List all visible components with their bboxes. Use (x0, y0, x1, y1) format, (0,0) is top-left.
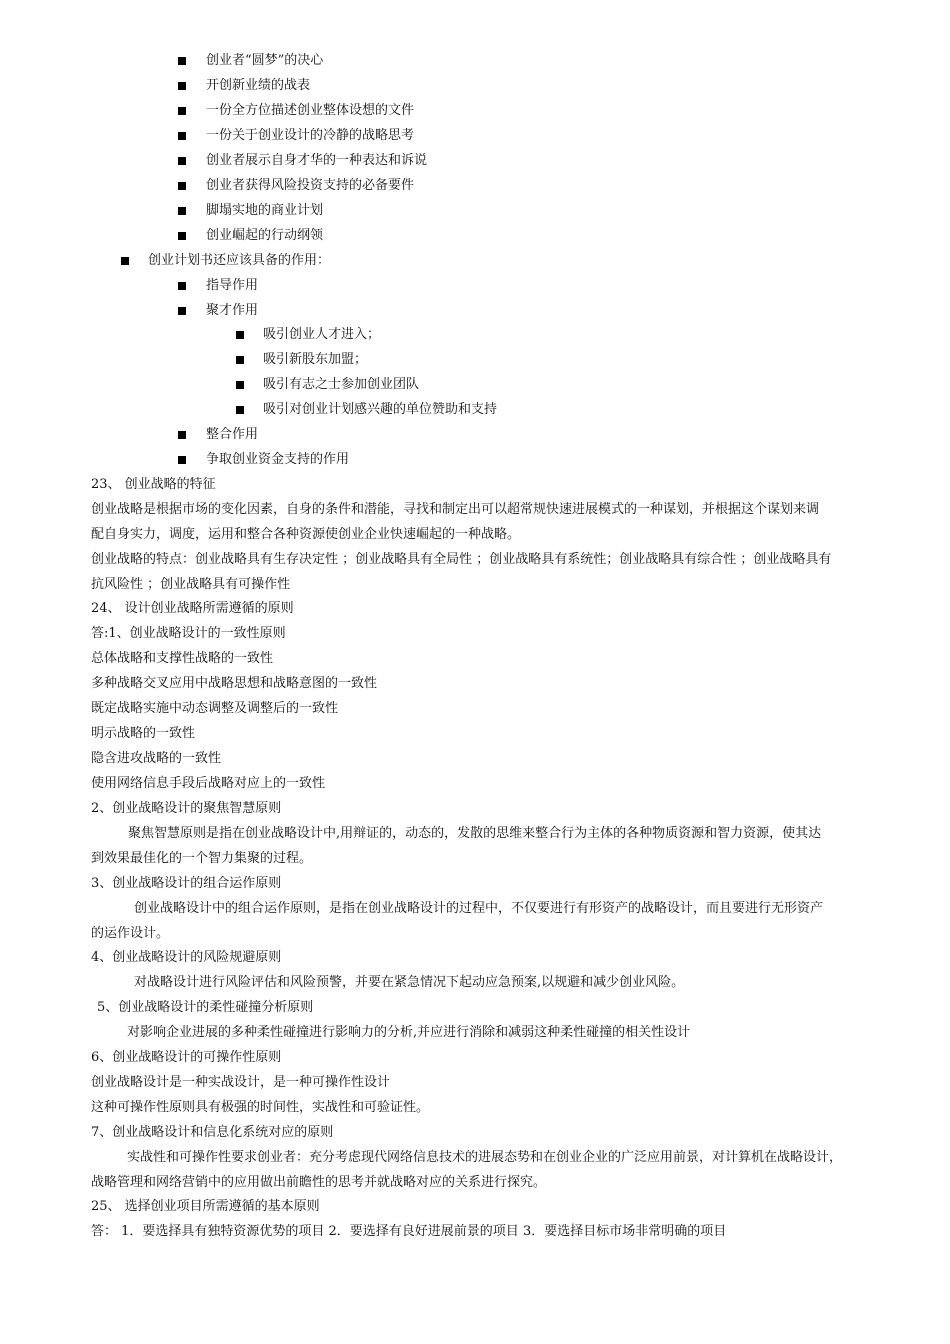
sub-heading: 5、创业战略设计的柔性碰撞分析原则 (97, 1000, 314, 1015)
list-item: 吸引对创业计划感兴趣的单位赞助和支持 (263, 402, 498, 417)
paragraph-line: 创业战略是根据市场的变化因素，自身的条件和潜能，寻找和制定出可以超常规快速进展模式的一种谋划，并根据这个谋划来调 (91, 502, 820, 517)
list-item: 一份关于创业设计的冷静的战略思考 (206, 128, 415, 143)
paragraph-line: 对战略设计进行风险评估和风险预警，并要在紧急情况下起动应急预案,以规避和减少创业风险。 (134, 975, 685, 990)
paragraph-line: 抗风险性 ；创业战略具有可操作性 (91, 577, 291, 592)
list-item: 整合作用 (206, 427, 259, 442)
paragraph-line: 这种可操作性原则具有极强的时间性，实战性和可验证性。 (91, 1100, 430, 1115)
bullet-square-icon (236, 331, 244, 339)
sub-heading: 2、创业战略设计的聚焦智慧原则 (91, 801, 282, 816)
bullet-square-icon (178, 456, 186, 464)
paragraph-line: 答： 1．要选择具有独特资源优势的项目 2．要选择有良好进展前景的项目 3．要选择目标市场非常明确的项目 (91, 1224, 727, 1239)
paragraph-line: 创业战略的特点：创业战略具有生存决定性 ；创业战略具有全局性 ；创业战略具有系统性；创业战略具有综合性 ；创业战略具有 (91, 552, 832, 567)
bullet-square-icon (178, 57, 186, 65)
sub-heading: 4、创业战略设计的风险规避原则 (91, 950, 282, 965)
paragraph-line: 战略管理和网络营销中的应用做出前瞻性的思考并就战略对应的关系进行探究。 (91, 1175, 547, 1190)
paragraph-line: 答:1、创业战略设计的一致性原则 (91, 626, 286, 641)
paragraph-line: 实战性和可操作性要求创业者：充分考虑现代网络信息技术的进展态势和在创业企业的广泛应用前景，对计算机在战略设计， (127, 1150, 843, 1165)
paragraph-line: 总体战略和支撑性战略的一致性 (91, 651, 274, 666)
paragraph-line: 使用网络信息手段后战略对应上的一致性 (91, 776, 326, 791)
paragraph-line: 到效果最佳化的一个智力集聚的过程。 (91, 851, 313, 866)
paragraph-line: 配自身实力，调度，运用和整合各种资源使创业企业快速崛起的一种战略。 (91, 527, 521, 542)
paragraph-line: 明示战略的一致性 (91, 726, 196, 741)
bullet-square-icon (178, 207, 186, 215)
list-item: 脚塌实地的商业计划 (206, 203, 324, 218)
bullet-square-icon (236, 381, 244, 389)
list-item: 创业者展示自身才华的一种表达和诉说 (206, 153, 428, 168)
sub-heading: 6、创业战略设计的可操作性原则 (91, 1050, 282, 1065)
section-heading: 23、 创业战略的特征 (91, 477, 216, 492)
paragraph-line: 的运作设计。 (91, 926, 170, 941)
paragraph-line: 隐含进攻战略的一致性 (91, 751, 222, 766)
bullet-square-icon (178, 157, 186, 165)
bullet-square-icon (178, 282, 186, 290)
list-item: 吸引有志之士参加创业团队 (263, 377, 420, 392)
list-item: 吸引创业人才进入； (263, 327, 381, 342)
sub-heading: 7、创业战略设计和信息化系统对应的原则 (91, 1125, 334, 1140)
bullet-square-icon (236, 356, 244, 364)
bullet-square-icon (178, 82, 186, 90)
list-item: 创业者“圆梦”的决心 (206, 53, 324, 68)
paragraph-line: 多种战略交叉应用中战略思想和战略意图的一致性 (91, 676, 378, 691)
sub-heading: 3、创业战略设计的组合运作原则 (91, 876, 282, 891)
paragraph-line: 创业战略设计中的组合运作原则，是指在创业战略设计的过程中，不仅要进行有形资产的战略设计，而且要进行无形资产 (134, 901, 824, 916)
list-item: 创业崛起的行动纲领 (206, 228, 324, 243)
list-item: 聚才作用 (206, 303, 259, 318)
list-item: 创业计划书还应该具备的作用： (148, 253, 331, 268)
paragraph-line: 既定战略实施中动态调整及调整后的一致性 (91, 701, 339, 716)
bullet-square-icon (178, 307, 186, 315)
bullet-square-icon (178, 107, 186, 115)
list-item: 开创新业绩的战表 (206, 78, 311, 93)
bullet-square-icon (121, 257, 129, 265)
list-item: 创业者获得风险投资支持的必备要件 (206, 178, 415, 193)
list-item: 指导作用 (206, 278, 259, 293)
list-item: 吸引新股东加盟； (263, 352, 368, 367)
bullet-square-icon (178, 232, 186, 240)
bullet-square-icon (236, 406, 244, 414)
bullet-square-icon (178, 132, 186, 140)
bullet-square-icon (178, 431, 186, 439)
list-item: 争取创业资金支持的作用 (206, 452, 350, 467)
paragraph-line: 聚焦智慧原则是指在创业战略设计中,用辩证的，动态的，发散的思维来整合行为主体的各种物质资源和智力资源，使其达 (128, 826, 822, 841)
section-heading: 24、 设计创业战略所需遵循的原则 (91, 601, 294, 616)
section-heading: 25、 选择创业项目所需遵循的基本原则 (91, 1199, 320, 1214)
paragraph-line: 对影响企业进展的多种柔性碰撞进行影响力的分析,并应进行消除和减弱这种柔性碰撞的相关性设计 (127, 1025, 691, 1040)
paragraph-line: 创业战略设计是一种实战设计，是一种可操作性设计 (91, 1075, 391, 1090)
bullet-square-icon (178, 182, 186, 190)
list-item: 一份全方位描述创业整体设想的文件 (206, 103, 415, 118)
